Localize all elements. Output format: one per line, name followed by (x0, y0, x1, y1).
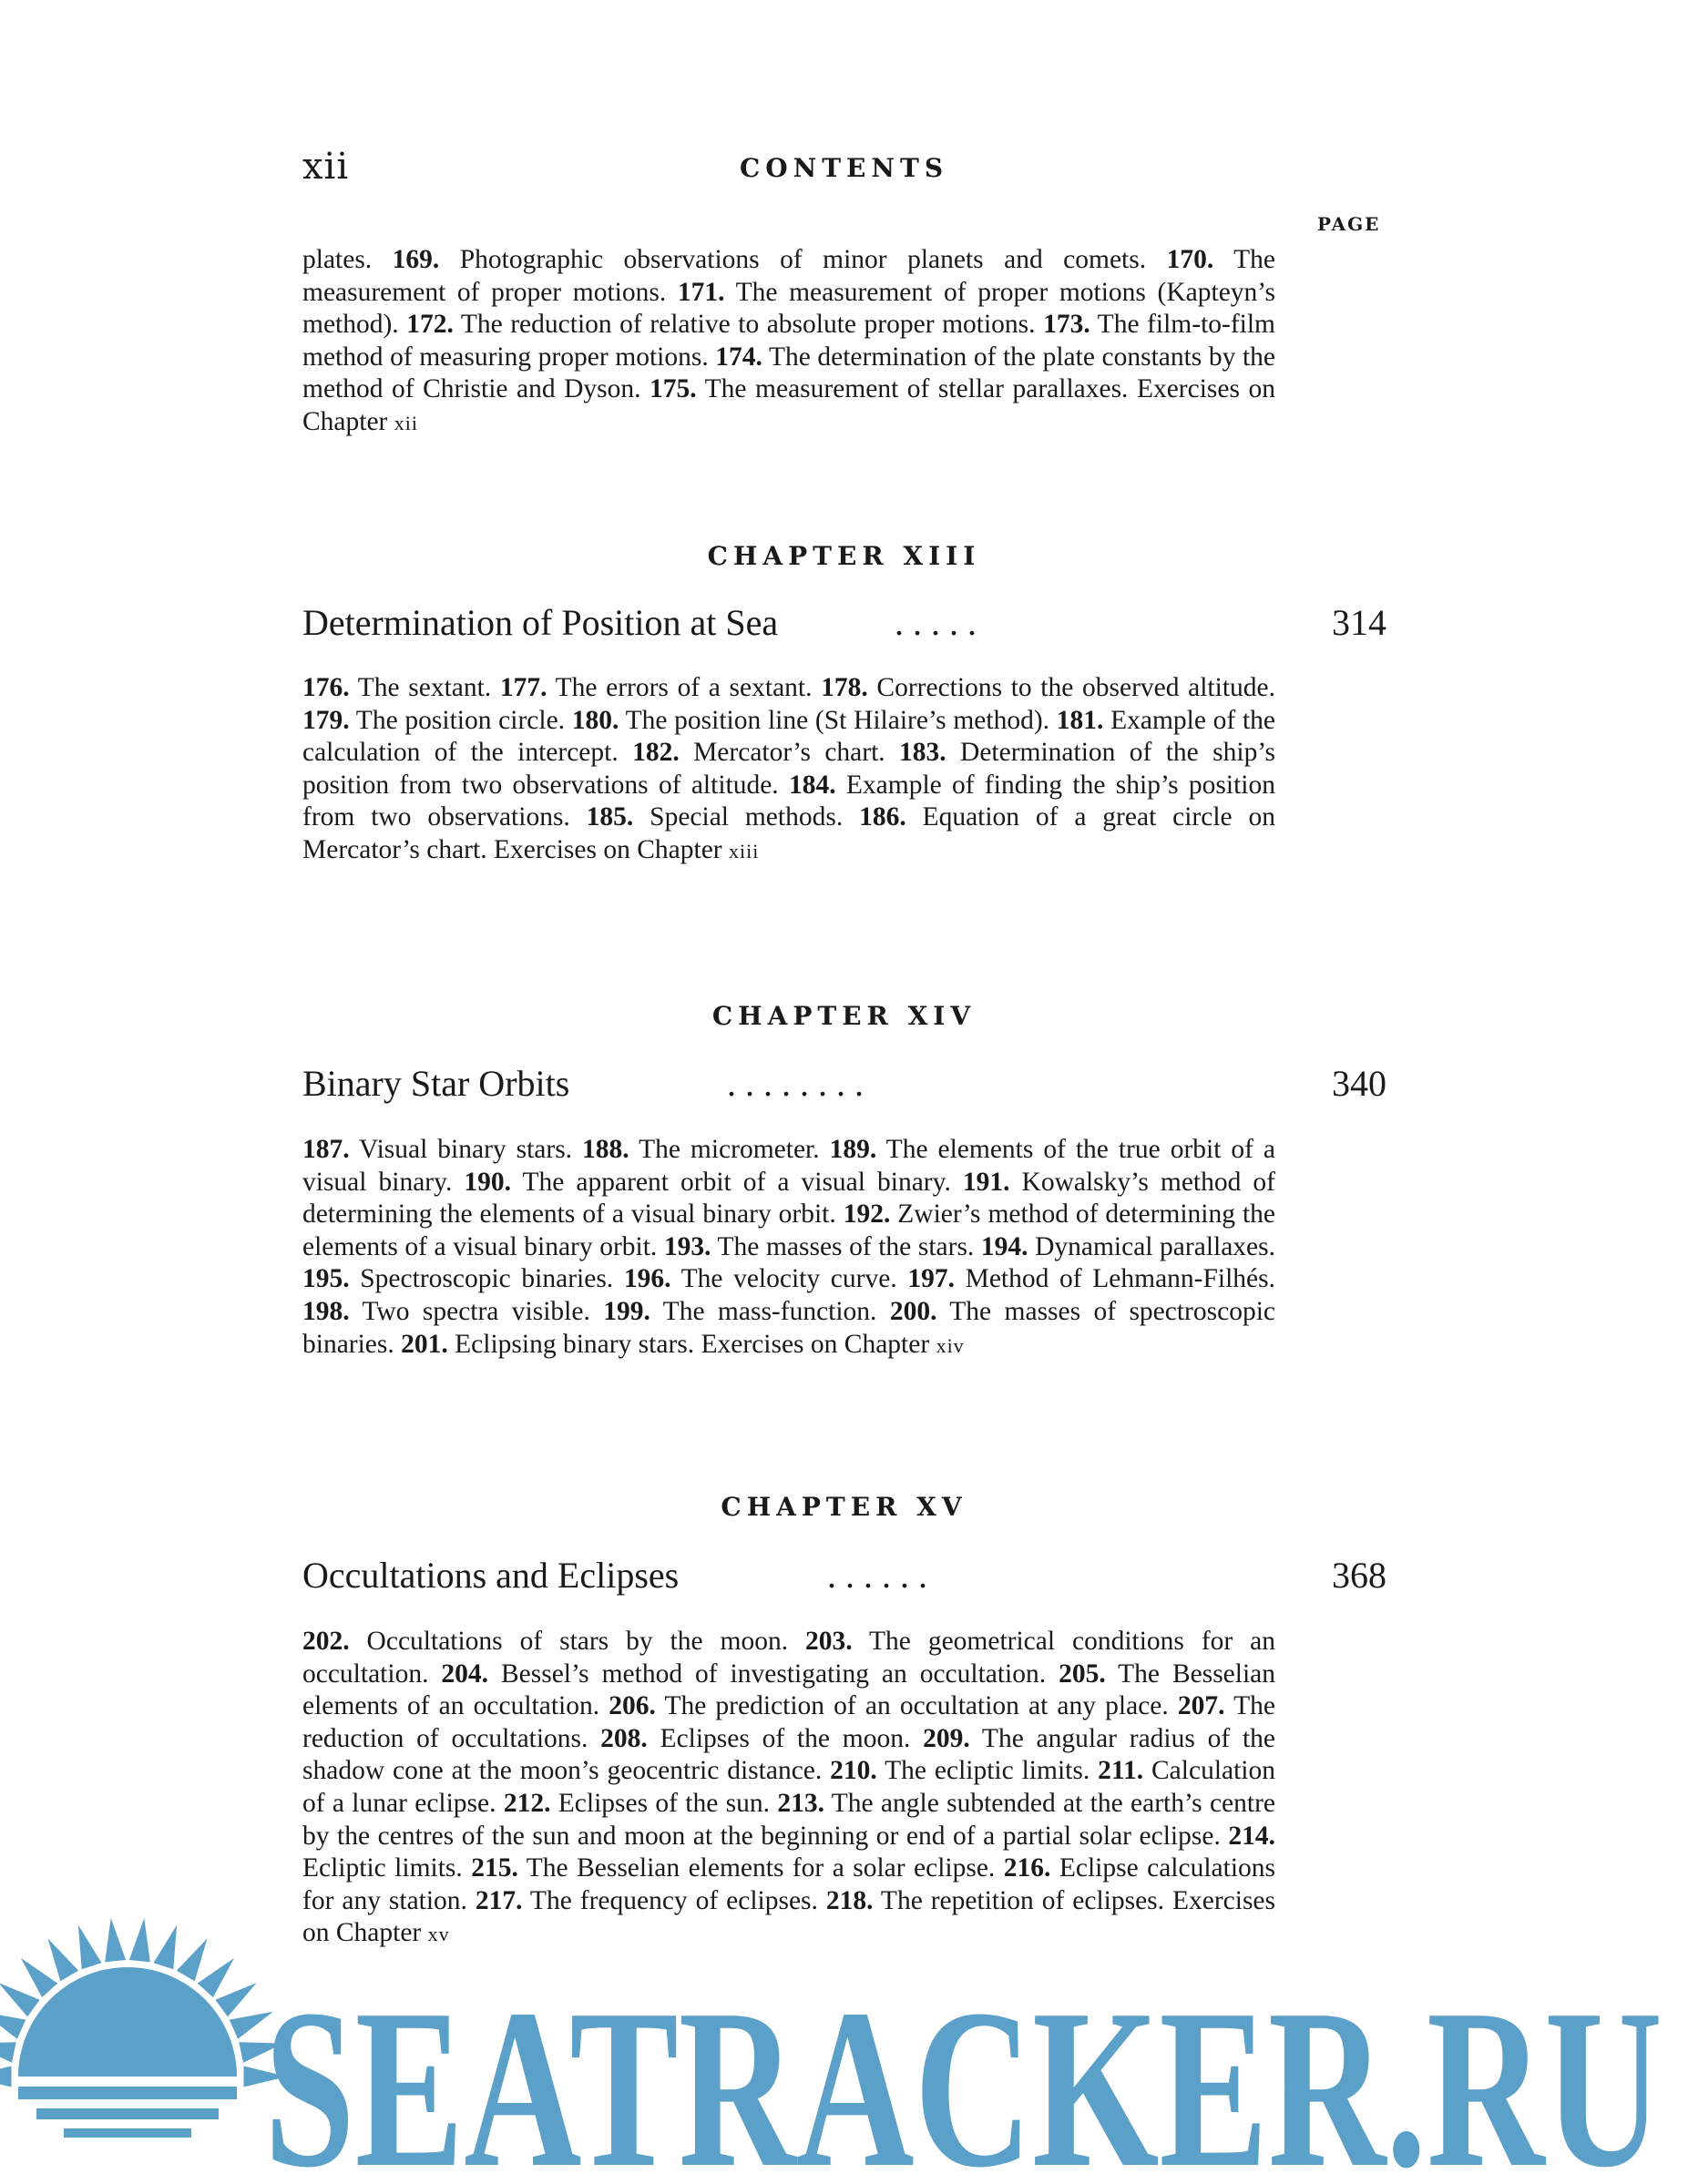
section-text: The angular radius of the shadow cone at the moon’s geocentric distance. (302, 1723, 1275, 1786)
section-number: 205. (1059, 1658, 1106, 1689)
section-text: The micrometer. (629, 1135, 830, 1164)
section-text: The apparent orbit of a visual binary. (511, 1167, 963, 1197)
section-number: 212. (503, 1788, 551, 1818)
page-number: xii (302, 146, 350, 188)
section-number: 187. (302, 1135, 350, 1164)
sun-horizon-line (36, 2108, 219, 2119)
chapter-label-xiii: CHAPTER XIII (707, 541, 981, 571)
contents-paragraph-xiv (302, 1134, 1275, 1362)
section-number: 203. (805, 1627, 853, 1656)
sun-ray (154, 1925, 178, 1970)
section-number: 218. (825, 1885, 874, 1915)
section-text: The reduction of occultations. (302, 1691, 1275, 1753)
section-text: Eclipses of the moon. (647, 1723, 924, 1753)
section-number: 216. (1003, 1853, 1051, 1883)
sun-ray (48, 1938, 79, 1981)
section-number: 169. (392, 245, 440, 274)
section-number: 175. (650, 374, 697, 404)
chapter-title: Binary Star Orbits (302, 1063, 570, 1104)
section-number: 176. (302, 673, 350, 702)
sun-ray (0, 2042, 16, 2063)
section-number: 195. (302, 1264, 350, 1294)
leader-dots: . . . . . . . . (727, 1063, 864, 1104)
section-number: 184. (788, 770, 836, 800)
section-text: Zwier’s method of determining the elements of a visual binary orbit. (302, 1199, 1275, 1261)
section-text: The Besselian elements of an occultation. (302, 1658, 1276, 1721)
section-text: The velocity curve. (670, 1264, 908, 1294)
section-text: Corrections to the observed altitude. (867, 673, 1275, 702)
section-number: 174. (715, 342, 762, 372)
section-number: 193. (663, 1231, 711, 1261)
section-number: 185. (586, 802, 634, 832)
section-number: 177. (499, 673, 547, 702)
section-number: 188. (582, 1135, 629, 1164)
chapter-title: Determination of Position at Sea (302, 602, 779, 643)
section-number: 206. (609, 1691, 656, 1721)
section-number: 172. (406, 310, 454, 340)
section-number: 211. (1098, 1756, 1144, 1786)
section-number: 217. (475, 1885, 523, 1915)
section-number: 207. (1177, 1691, 1225, 1721)
chapter-page-number: 368 (1332, 1555, 1386, 1596)
section-text: The position line (St Hilaire’s method). (619, 705, 1057, 735)
sun-ray (177, 1938, 208, 1981)
section-number: 215. (471, 1853, 518, 1883)
section-number: 210. (830, 1756, 877, 1786)
section-text: The position circle. (349, 705, 572, 735)
sun-ray (21, 1958, 57, 1997)
sun-ray (105, 1918, 126, 1962)
section-number: 178. (821, 673, 868, 702)
section-text: Eclipsing binary stars. Exercises on Chapter (447, 1329, 936, 1359)
section-text: The frequency of eclipses. (522, 1885, 826, 1915)
section-text: The masses of the stars. (711, 1231, 981, 1261)
section-number: 214. (1228, 1821, 1275, 1851)
section-number: 199. (603, 1296, 650, 1326)
sun-ray (0, 2012, 26, 2039)
leader-dots: . . . . . . (827, 1555, 927, 1596)
section-number: 194. (980, 1231, 1028, 1261)
section-text: Determination of the ship’s position from two observations of altitude. (302, 738, 1275, 800)
running-title: CONTENTS (739, 153, 949, 183)
section-text: Mercator’s chart. (679, 738, 900, 768)
section-text: Kowalsky’s method of determining the elements of a visual binary orbit. (302, 1167, 1275, 1230)
section-number: 209. (923, 1723, 970, 1753)
section-text: The repetition of eclipses. Exercises on Chapter (302, 1885, 1275, 1948)
sun-ray (0, 1983, 40, 2016)
section-text: Eclipses of the sun. (550, 1788, 778, 1818)
section-text: Photographic observations of minor planets and comets. (439, 245, 1167, 274)
section-text: Equation of a great circle on Mercator’s chart. Exercises on Chapter (302, 802, 1275, 864)
section-text: The prediction of an occultation at any place. (655, 1691, 1178, 1721)
section-number: 179. (302, 705, 350, 735)
sun-ray (0, 2067, 12, 2087)
chapter-reference: xv (427, 1923, 450, 1946)
section-text: The determination of the plate constants by the method of Christie and Dyson. (302, 342, 1275, 404)
section-number: 201. (401, 1329, 448, 1359)
section-number: 192. (843, 1199, 891, 1230)
section-number: 200. (889, 1296, 937, 1326)
section-text: The mass-function. (650, 1296, 890, 1326)
chapter-title-row-xv (302, 1554, 1386, 1599)
section-text: Two spectra visible. (349, 1296, 604, 1326)
section-number: 204. (441, 1658, 489, 1689)
sun-ray (215, 1983, 256, 2016)
section-number: 171. (677, 277, 725, 307)
section-text: The reduction of relative to absolute proper motions. (453, 310, 1044, 340)
section-number: 197. (907, 1264, 955, 1294)
section-number: 180. (571, 705, 619, 735)
section-number: 191. (962, 1167, 1010, 1197)
section-text: The masses of spectroscopic binaries. (302, 1296, 1275, 1359)
chapter-label-xiv: CHAPTER XIV (711, 1001, 977, 1031)
leader-dots: . . . . . (895, 602, 977, 643)
section-text: The ecliptic limits. (876, 1756, 1099, 1786)
section-text: plates. (302, 245, 393, 274)
section-text: Occultations of stars by the moon. (349, 1627, 805, 1656)
section-text: Method of Lehmann-Filhés. (954, 1264, 1275, 1294)
section-number: 213. (777, 1788, 824, 1818)
section-number: 181. (1056, 705, 1104, 735)
section-text: Dynamical parallaxes. (1028, 1231, 1276, 1261)
section-number: 170. (1166, 245, 1214, 274)
section-number: 190. (464, 1167, 511, 1197)
chapter-label-xv: CHAPTER XV (721, 1492, 967, 1522)
section-text: The elements of the true orbit of a visual binary. (302, 1135, 1276, 1197)
section-text: Bessel’s method of investigating an occultation. (488, 1658, 1059, 1689)
chapter-page-number: 340 (1332, 1063, 1386, 1104)
section-text: The errors of a sextant. (547, 673, 822, 702)
chapter-title-row-xiv (302, 1062, 1386, 1107)
section-text: Eclipse calculations for any station. (302, 1853, 1275, 1915)
sun-horizon-line (64, 2128, 191, 2138)
contents-paragraph-xv (302, 1626, 1275, 1951)
chapter-reference: xiii (729, 839, 760, 862)
section-number: 196. (623, 1264, 671, 1294)
section-text: The geometrical conditions for an occultation. (302, 1627, 1275, 1689)
section-text: The measurement of proper motions (Kapteyn’s method). (302, 277, 1275, 340)
sun-ray (198, 1958, 234, 1997)
chapter-title: Occultations and Eclipses (302, 1555, 680, 1596)
chapter-page-number: 314 (1332, 602, 1386, 643)
section-text: The film-to-film method of measuring proper motions. (302, 310, 1275, 372)
sun-horizon-line (18, 2087, 237, 2099)
section-text: The angle subtended at the earth’s centre by the centres of the sun and moon at the beginning or end of a partial solar eclipse. (302, 1788, 1276, 1851)
section-text: Calculation of a lunar eclipse. (302, 1756, 1275, 1818)
section-text: Spectroscopic binaries. (349, 1264, 624, 1294)
section-text: Special methods. (633, 802, 860, 832)
sun-ray (129, 1918, 150, 1962)
chapter-reference: xii (394, 411, 418, 434)
chapter-title-row-xiii (302, 601, 1386, 647)
section-text: Example of the calculation of the intercept. (302, 705, 1275, 768)
section-number: 183. (899, 738, 946, 768)
watermark-text: SEATRACKER.RU (264, 1963, 1662, 2184)
watermark (0, 1917, 1688, 2184)
contents-paragraph-xiii (302, 672, 1275, 868)
sun-ray (78, 1925, 102, 1970)
chapter-reference: xiv (936, 1333, 965, 1357)
section-number: 173. (1043, 310, 1090, 340)
section-text: Example of finding the ship’s position from two observations. (302, 770, 1275, 832)
section-text: Visual binary stars. (349, 1135, 583, 1164)
section-text: The sextant. (349, 673, 500, 702)
section-text: Ecliptic limits. (302, 1853, 472, 1883)
section-number: 189. (829, 1135, 877, 1164)
section-text: The measurement of proper motions. (302, 245, 1275, 307)
section-text: The Besselian elements for a solar eclipse. (517, 1853, 1004, 1883)
section-number: 182. (632, 738, 680, 768)
contents-paragraph-continued (302, 244, 1275, 440)
section-number: 198. (302, 1296, 350, 1326)
section-number: 186. (859, 802, 906, 832)
page-column-label: PAGE (1317, 213, 1381, 235)
section-text: The measurement of stellar parallaxes. Exercises on Chapter (302, 374, 1275, 436)
sun-icon (0, 1918, 287, 2138)
section-number: 208. (600, 1723, 648, 1753)
section-number: 202. (302, 1627, 350, 1656)
